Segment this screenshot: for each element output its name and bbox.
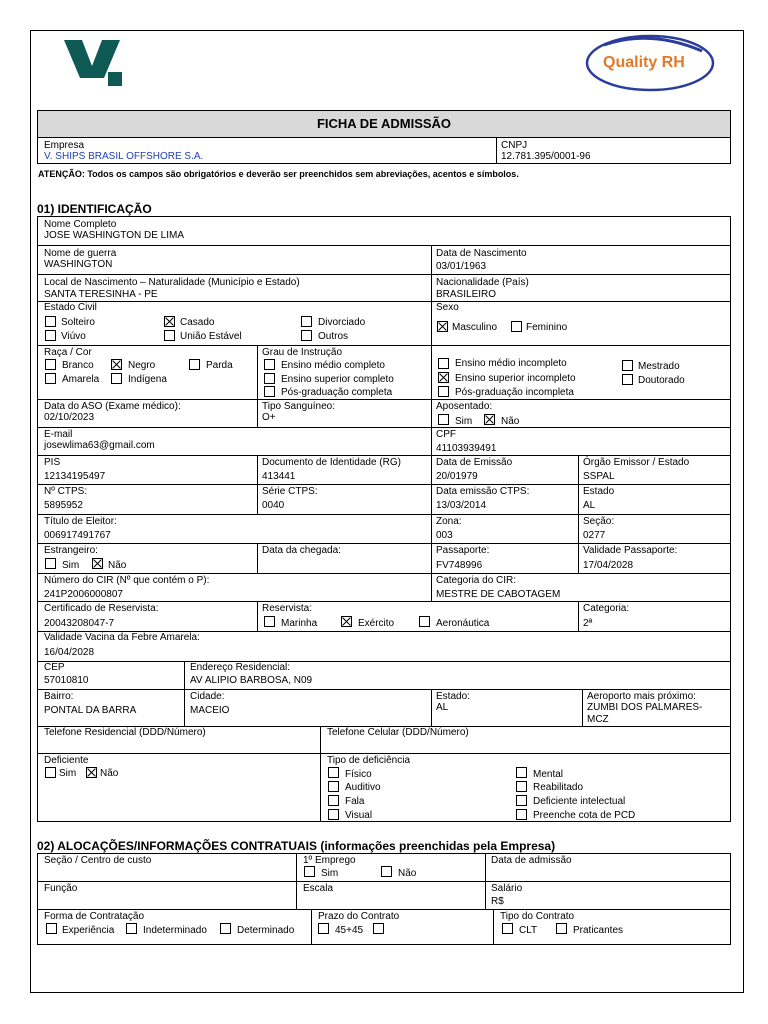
tel-celular-label: Telefone Celular (DDD/Número)	[327, 727, 469, 738]
ctps-value[interactable]: 5895952	[44, 500, 83, 511]
divorciado-label: Divorciado	[318, 317, 366, 328]
mental-label: Mental	[533, 769, 564, 780]
fala-label: Fala	[345, 796, 365, 807]
categoria-value[interactable]: 2ª	[583, 618, 593, 629]
empresa-value: V. SHIPS BRASIL OFFSHORE S.A.	[44, 151, 204, 162]
exercito-label: Exército	[358, 618, 395, 629]
ctps-emissao-value[interactable]: 13/03/2014	[436, 500, 487, 511]
emissao-value[interactable]: 20/01979	[436, 471, 478, 482]
nome-label: Nome Completo	[44, 219, 117, 230]
deficiente-sim-checkbox[interactable]	[45, 767, 56, 778]
amarela-checkbox[interactable]	[45, 373, 56, 384]
negro-checkbox[interactable]	[111, 359, 122, 370]
orgao-value[interactable]: SSPAL	[583, 471, 615, 482]
emissao-label: Data de Emissão	[436, 457, 513, 468]
nascimento-value[interactable]: 03/01/1963	[436, 261, 487, 272]
section-1-title: 01) IDENTIFICAÇÃO	[37, 202, 152, 216]
experiencia-checkbox[interactable]	[46, 923, 57, 934]
doutorado-checkbox[interactable]	[622, 374, 633, 385]
secao-value[interactable]: 0277	[583, 530, 606, 541]
clt-label: CLT	[519, 925, 538, 936]
solteiro-checkbox[interactable]	[45, 316, 56, 327]
sexo-label: Sexo	[436, 302, 459, 313]
intelectual-checkbox[interactable]	[516, 795, 527, 806]
validade-passaporte-value[interactable]: 17/04/2028	[583, 560, 634, 571]
parda-label: Parda	[206, 360, 233, 371]
indeterminado-label: Indeterminado	[143, 925, 207, 936]
auditivo-label: Auditivo	[345, 782, 381, 793]
indeterminado-checkbox[interactable]	[126, 923, 137, 934]
fisico-checkbox[interactable]	[328, 767, 339, 778]
guerra-label: Nome de guerra	[44, 248, 117, 259]
guerra-value[interactable]: WASHINGTON	[44, 259, 113, 270]
cnpj-label: CNPJ	[501, 140, 528, 151]
cpf-value[interactable]: 41103939491	[436, 443, 497, 454]
primeiro-emprego-label: 1º Emprego	[303, 855, 356, 866]
superior-completo-label: Ensino superior completo	[281, 374, 394, 385]
bairro-label: Bairro:	[44, 691, 74, 702]
zona-value[interactable]: 003	[436, 530, 453, 541]
titulo-label: Título de Eleitor:	[44, 516, 117, 527]
emprego-nao-label: Não	[398, 868, 417, 879]
endereco-value[interactable]: AV ALIPIO BARBOSA, N09	[190, 675, 313, 686]
deficiente-nao-label: Não	[100, 768, 119, 779]
superior-completo-checkbox[interactable]	[264, 373, 275, 384]
passaporte-label: Passaporte:	[436, 545, 490, 556]
local-label: Local de Nascimento – Naturalidade (Município e Estado)	[44, 277, 300, 288]
aeronautica-checkbox[interactable]	[419, 616, 430, 627]
bairro-value[interactable]: PONTAL DA BARRA	[44, 705, 137, 716]
mestrado-label: Mestrado	[638, 361, 680, 372]
pcd-checkbox[interactable]	[516, 809, 527, 820]
vacina-label: Validade Vacina da Febre Amarela:	[44, 632, 200, 643]
zona-label: Zona:	[436, 516, 462, 527]
nome-value[interactable]: JOSE WASHINGTON DE LIMA	[44, 230, 185, 241]
estado-value[interactable]: AL	[583, 500, 596, 511]
nacionalidade-value[interactable]: BRASILEIRO	[436, 289, 497, 300]
estado2-label: Estado:	[436, 691, 470, 702]
praticantes-label: Praticantes	[573, 925, 624, 936]
outros-label: Outros	[318, 331, 349, 342]
marinha-label: Marinha	[281, 618, 318, 629]
experiencia-label: Experiência	[62, 925, 115, 936]
superior-incompleto-label: Ensino superior incompleto	[455, 373, 576, 384]
solteiro-label: Solteiro	[61, 317, 95, 328]
aposentado-nao-label: Não	[501, 416, 520, 427]
warning-text: ATENÇÃO: Todos os campos são obrigatórios e deverão ser preenchidos sem abreviações, acentos e símbolos.	[38, 169, 519, 179]
secao-custo-label: Seção / Centro de custo	[44, 855, 152, 866]
aeroporto-value-line2[interactable]: MCZ	[587, 714, 609, 725]
aposentado-label: Aposentado:	[436, 401, 493, 412]
page-title: FICHA DE ADMISSÃO	[316, 116, 452, 131]
uniao-label: União Estável	[180, 331, 242, 342]
indigena-checkbox[interactable]	[111, 373, 122, 384]
exercito-checkbox[interactable]	[341, 616, 352, 627]
medio-incompleto-label: Ensino médio incompleto	[455, 358, 567, 369]
determinado-checkbox[interactable]	[220, 923, 231, 934]
cep-label: CEP	[44, 662, 65, 673]
viuvo-checkbox[interactable]	[45, 330, 56, 341]
serie-value[interactable]: 0040	[262, 500, 285, 511]
prazo-label: Prazo do Contrato	[318, 911, 400, 922]
vships-logo-icon	[64, 40, 128, 88]
estado-label: Estado	[583, 486, 615, 497]
viuvo-label: Viúvo	[61, 331, 86, 342]
aso-label: Data do ASO (Exame médico):	[44, 401, 181, 412]
emprego-nao-checkbox[interactable]	[381, 866, 392, 877]
estado-civil-label: Estado Civil	[44, 302, 97, 313]
salario-value[interactable]: R$	[491, 896, 504, 907]
estrangeiro-sim-label: Sim	[62, 560, 80, 571]
cnpj-value: 12.781.395/0001-96	[501, 151, 591, 162]
orgao-label: Órgão Emissor / Estado	[583, 457, 690, 468]
sangue-label: Tipo Sanguíneo:	[262, 401, 336, 412]
tipo-deficiencia-label: Tipo de deficiência	[327, 755, 411, 766]
fala-checkbox[interactable]	[328, 795, 339, 806]
titulo-value[interactable]: 006917491767	[44, 530, 111, 541]
validade-passaporte-label: Validade Passaporte:	[583, 545, 678, 556]
aeroporto-label: Aeroporto mais próximo:	[587, 691, 696, 702]
indigena-label: Indígena	[128, 374, 167, 385]
pis-value[interactable]: 12134195497	[44, 471, 106, 482]
categoria-label: Categoria:	[583, 603, 630, 614]
cir-label: Número do CIR (Nº que contém o P):	[44, 575, 210, 586]
aposentado-sim-label: Sim	[455, 416, 473, 427]
fisico-label: Físico	[345, 769, 372, 780]
estrangeiro-nao-label: Não	[108, 560, 127, 571]
aposentado-sim-checkbox[interactable]	[438, 414, 449, 425]
visual-label: Visual	[345, 810, 373, 821]
casado-checkbox[interactable]	[164, 316, 175, 327]
feminino-label: Feminino	[526, 322, 568, 333]
superior-incompleto-checkbox[interactable]	[438, 372, 449, 383]
pcd-label: Preenche cota de PCD	[533, 810, 636, 821]
deficiente-label: Deficiente	[44, 755, 89, 766]
uniao-checkbox[interactable]	[164, 330, 175, 341]
prazo-45-label: 45+45	[335, 925, 364, 936]
mestrado-checkbox[interactable]	[622, 360, 633, 371]
email-label: E-mail	[44, 429, 73, 440]
reabilitado-label: Reabilitado	[533, 782, 584, 793]
admissao-label: Data de admissão	[491, 855, 572, 866]
ctps-label: Nº CTPS:	[44, 486, 88, 497]
secao-label: Seção:	[583, 516, 615, 527]
tipo-contrato-label: Tipo do Contrato	[500, 911, 575, 922]
branco-checkbox[interactable]	[45, 359, 56, 370]
nascimento-label: Data de Nascimento	[436, 248, 527, 259]
emprego-sim-checkbox[interactable]	[304, 866, 315, 877]
cep-value[interactable]: 57010810	[44, 675, 89, 686]
feminino-checkbox[interactable]	[511, 321, 522, 332]
pos-completa-checkbox[interactable]	[264, 386, 275, 397]
prazo-45-checkbox[interactable]	[318, 923, 329, 934]
tel-residencial-label: Telefone Residencial (DDD/Número)	[44, 727, 206, 738]
visual-checkbox[interactable]	[328, 809, 339, 820]
medio-completo-label: Ensino médio completo	[281, 360, 385, 371]
pos-incompleta-checkbox[interactable]	[438, 386, 449, 397]
nacionalidade-label: Nacionalidade (País)	[436, 277, 529, 288]
doutorado-label: Doutorado	[638, 375, 685, 386]
funcao-label: Função	[44, 883, 78, 894]
medio-completo-checkbox[interactable]	[264, 359, 275, 370]
passaporte-value[interactable]: FV748996	[436, 560, 483, 571]
aso-value[interactable]: 02/10/2023	[44, 412, 95, 423]
determinado-label: Determinado	[237, 925, 295, 936]
emprego-sim-label: Sim	[321, 868, 339, 879]
auditivo-checkbox[interactable]	[328, 781, 339, 792]
salario-label: Salário	[491, 883, 523, 894]
ctps-emissao-label: Data emissão CTPS:	[436, 486, 530, 497]
marinha-checkbox[interactable]	[264, 616, 275, 627]
reservista-label: Reservista:	[262, 603, 313, 614]
negro-label: Negro	[128, 360, 156, 371]
cidade-label: Cidade:	[190, 691, 225, 702]
quality-rh-logo-text: Quality RH	[603, 54, 685, 71]
section-2-title: 02) ALOCAÇÕES/INFORMAÇÕES CONTRATUAIS (informações preenchidas pela Empresa)	[37, 839, 556, 853]
escala-label: Escala	[303, 883, 334, 894]
praticantes-checkbox[interactable]	[556, 923, 567, 934]
mental-checkbox[interactable]	[516, 767, 527, 778]
divorciado-checkbox[interactable]	[301, 316, 312, 327]
reservista-cert-value[interactable]: 20043208047-7	[44, 618, 115, 629]
prazo-outro-checkbox[interactable]	[373, 923, 384, 934]
local-value[interactable]: SANTA TERESINHA - PE	[44, 289, 158, 300]
parda-checkbox[interactable]	[189, 359, 200, 370]
cidade-value[interactable]: MACEIO	[190, 705, 230, 716]
endereco-label: Endereço Residencial:	[190, 662, 291, 673]
deficiente-nao-checkbox[interactable]	[86, 767, 97, 778]
email-value[interactable]: josewlima63@gmail.com	[44, 440, 155, 451]
estrangeiro-label: Estrangeiro:	[44, 545, 98, 556]
branco-label: Branco	[62, 360, 94, 371]
aeroporto-value-line1[interactable]: ZUMBI DOS PALMARES-	[587, 702, 703, 713]
vacina-value[interactable]: 16/04/2028	[44, 647, 95, 658]
grau-label: Grau de Instrução	[262, 347, 343, 358]
raca-label: Raça / Cor	[44, 347, 92, 358]
pos-completa-label: Pós-graduação completa	[281, 387, 393, 398]
categoria-cir-label: Categoria do CIR:	[436, 575, 517, 586]
reservista-cert-label: Certificado de Reservista:	[44, 603, 159, 614]
reabilitado-checkbox[interactable]	[516, 781, 527, 792]
rg-label: Documento de Identidade (RG)	[262, 457, 401, 468]
estrangeiro-nao-checkbox[interactable]	[92, 558, 103, 569]
sangue-value[interactable]: O+	[262, 412, 276, 423]
amarela-label: Amarela	[62, 374, 100, 385]
estado2-value[interactable]: AL	[436, 702, 449, 713]
masculino-checkbox[interactable]	[437, 321, 448, 332]
serie-label: Série CTPS:	[262, 486, 318, 497]
estrangeiro-sim-checkbox[interactable]	[45, 558, 56, 569]
forma-contratacao-label: Forma de Contratação	[44, 911, 145, 922]
pos-incompleta-label: Pós-graduação incompleta	[455, 387, 574, 398]
pis-label: PIS	[44, 457, 61, 468]
masculino-label: Masculino	[452, 322, 498, 333]
deficiente-sim-label: Sim	[59, 768, 77, 779]
intelectual-label: Deficiente intelectual	[533, 796, 626, 807]
rg-value[interactable]: 413441	[262, 471, 296, 482]
clt-checkbox[interactable]	[502, 923, 513, 934]
aeronautica-label: Aeronáutica	[436, 618, 490, 629]
outros-checkbox[interactable]	[301, 330, 312, 341]
aposentado-nao-checkbox[interactable]	[484, 414, 495, 425]
medio-incompleto-checkbox[interactable]	[438, 358, 449, 369]
cir-value[interactable]: 241P2006000807	[44, 589, 123, 600]
cpf-label: CPF	[436, 429, 456, 440]
empresa-label: Empresa	[44, 140, 85, 151]
categoria-cir-value[interactable]: MESTRE DE CABOTAGEM	[436, 589, 561, 600]
casado-label: Casado	[180, 317, 215, 328]
chegada-label: Data da chegada:	[262, 545, 341, 556]
